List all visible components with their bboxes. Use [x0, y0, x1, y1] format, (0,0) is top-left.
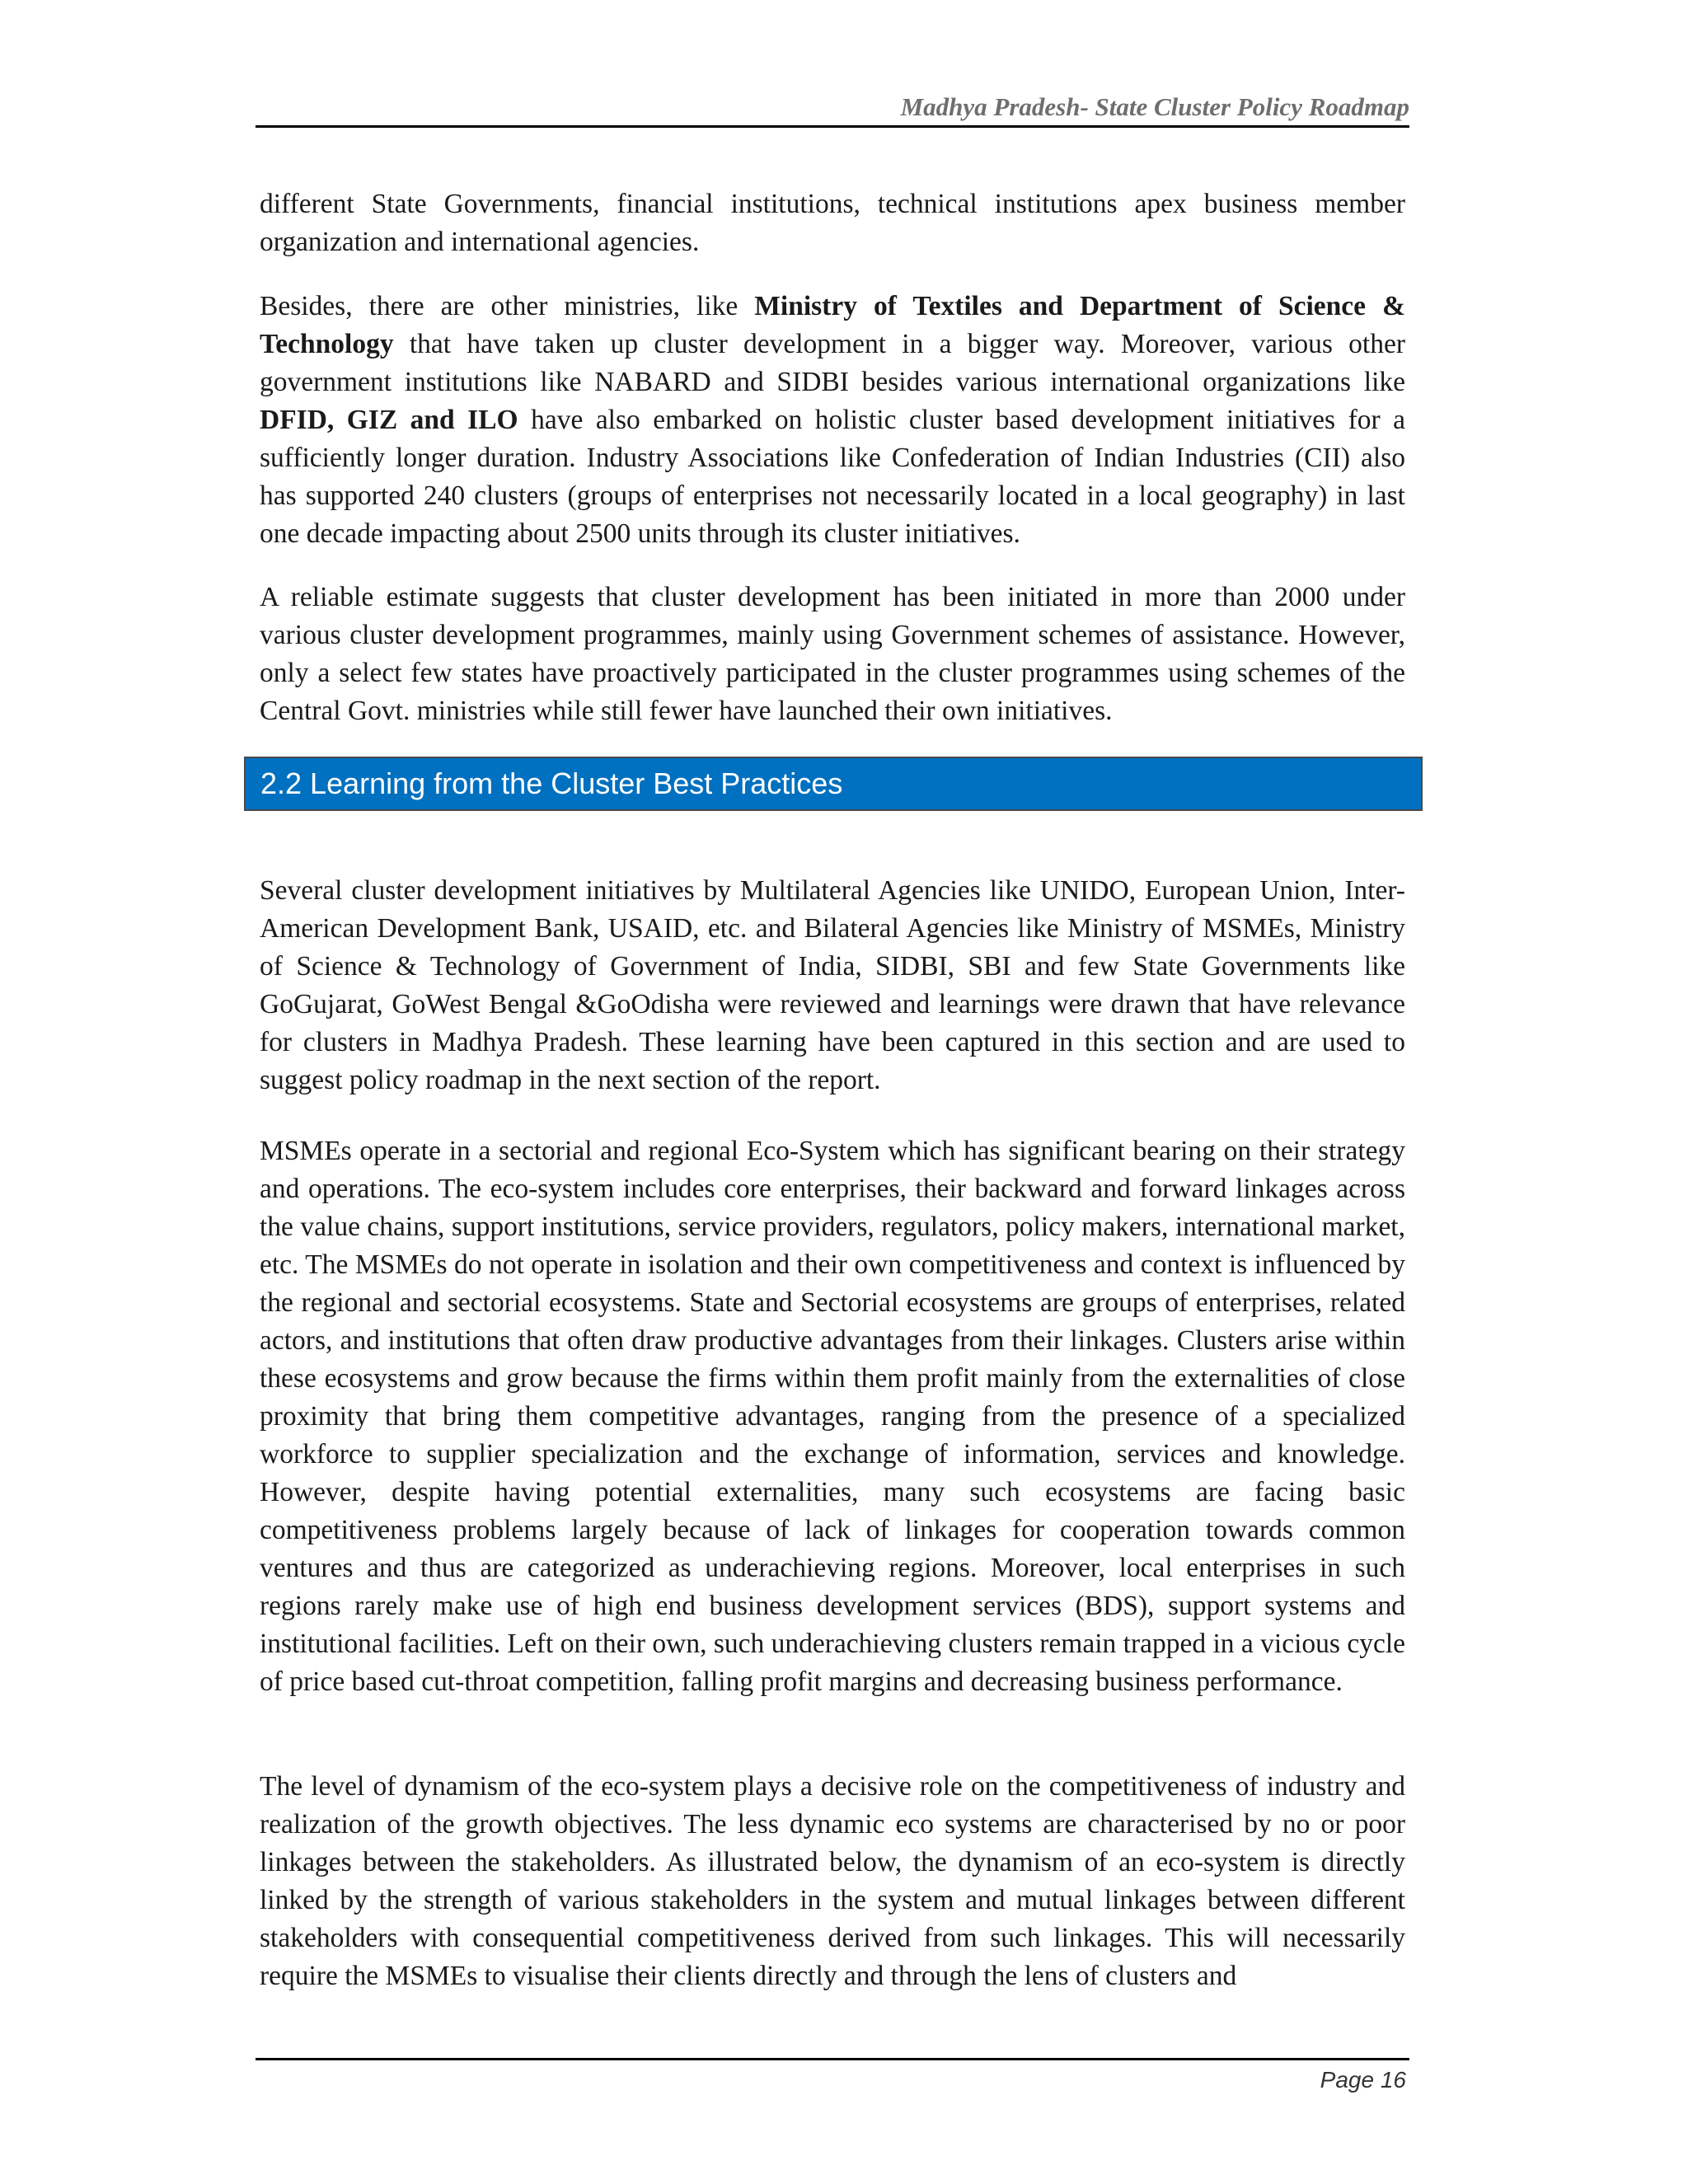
paragraph-other-ministries: [260, 288, 1405, 553]
paragraph-continuation: [260, 185, 1405, 261]
paragraph-ecosystem: [260, 1132, 1405, 1701]
paragraph-text: Several cluster development initiatives by Multilateral Agencies like UNIDO, European Union, Inter-American Development Bank, USAID, etc. and Bilateral Agencies like Ministry of MSMEs, Ministry of Science & Technology of Government of India, SIDBI, SBI and few State Governments like GoGujarat, GoWest Bengal &GoOdisha were reviewed and learnings were drawn that have relevance for clusters in Madhya Pradesh. These learning have been captured in this section and are used to suggest policy roadmap in the next section of the report.: [260, 875, 1405, 1095]
paragraph-text: The level of dynamism of the eco-system plays a decisive role on the competitiveness of industry and realization of the growth objectives. The less dynamic eco systems are characterised by no or poor linkages between the stakeholders. As illustrated below, the dynamism of an eco-system is directly linked by the strength of various stakeholders in the system and mutual linkages between different stakeholders with consequential competitiveness derived from such linkages. This will necessarily require the MSMEs to visualise their clients directly and through the lens of clusters and: [260, 1771, 1405, 1991]
page-number: Page 16: [1320, 2067, 1406, 2093]
footer-rule: [256, 2058, 1409, 2060]
paragraph-text: different State Governments, financial institutions, technical institutions apex business member organization and international agencies.: [260, 189, 1405, 257]
text-run: that have taken up cluster development in a bigger way. Moreover, various other government institutions like NABARD and SIDBI besides various international organizations like: [260, 329, 1405, 397]
paragraph-initiatives: [260, 872, 1405, 1099]
running-header: [256, 89, 1409, 128]
paragraph-dynamism: [260, 1768, 1405, 1995]
section-heading-text: 2.2 Learning from the Cluster Best Practices: [260, 766, 843, 800]
paragraph-text: A reliable estimate suggests that cluster development has been initiated in more than 2000 under various cluster development programmes, mainly using Government schemes of assistance. However, only a select few states have proactively participated in the cluster programmes using schemes of the Central Govt. ministries while still fewer have launched their own initiatives.: [260, 582, 1405, 726]
paragraph-estimate: [260, 579, 1405, 730]
text-run: have also embarked on holistic cluster based development initiatives for a sufficiently longer duration. Industry Associations like Confederation of Indian Industries (CII) also has supported 240 clusters (groups of enterprises not necessarily located in a local geography) in last one decade impacting about 2500 units through its cluster initiatives.: [260, 405, 1405, 549]
text-run: Besides, there are other ministries, like: [260, 291, 755, 321]
running-header-title: Madhya Pradesh- State Cluster Policy Roadmap: [900, 92, 1409, 121]
bold-agencies: DFID, GIZ and ILO: [260, 405, 518, 435]
paragraph-text: [260, 288, 1405, 553]
section-heading: [244, 757, 1423, 811]
paragraph-text: MSMEs operate in a sectorial and regional Eco-System which has significant bearing on their strategy and operations. The eco-system includes core enterprises, their backward and forward linkages across the value chains, support institutions, service providers, regulators, policy makers, international market, etc. The MSMEs do not operate in isolation and their own competitiveness and context is influenced by the regional and sectorial ecosystems. State and Sectorial ecosystems are groups of enterprises, related actors, and institutions that often draw productive advantages from their linkages. Clusters arise within these ecosystems and grow because the firms within them profit mainly from the externalities of close proximity that bring them competitive advantages, ranging from the presence of a specialized workforce to supplier specialization and the exchange of information, services and knowledge. However, despite having potential externalities, many such ecosystems are facing basic competitiveness problems largely because of lack of linkages for cooperation towards common ventures and thus are categorized as underachieving regions. Moreover, local enterprises in such regions rarely make use of high end business development services (BDS), support systems and institutional facilities. Left on their own, such underachieving clusters remain trapped in a vicious cycle of price based cut-throat competition, falling profit margins and decreasing business performance.: [260, 1136, 1405, 1697]
bold-ministries: Ministry of Textiles and Department of Science & Technology: [260, 291, 1405, 359]
